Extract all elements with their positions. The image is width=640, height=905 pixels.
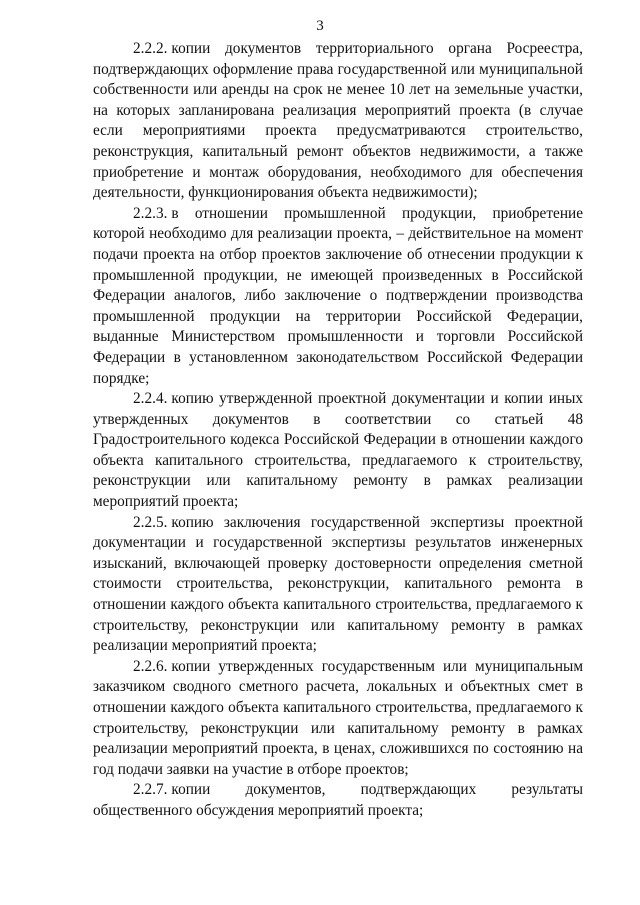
document-body [93,39,583,822]
paragraph-text: копию заключения государственной экспертизы проектной документации и государственной экспертизы результатов инженерных изысканий, включающей проверку достоверности определения сметной стоимости строительства, реконструкции, капитального ремонта в отношении каждого объекта капитального строительства, предлагаемого к строительству, реконструкции или капитальному ремонту в рамках реализации мероприятий проекта; [93,513,583,655]
paragraph-number: 2.2.7. [133,781,168,799]
paragraph-2-2-7 [93,780,583,821]
paragraph-2-2-3 [93,204,583,389]
paragraph-text: копию утвержденной проектной документации и копии иных утвержденных документов в соответствии со статьей 48 Градостроительного кодекса Российской Федерации в отношении каждого объекта капитального строительства, предлагаемого к строительству, реконструкции или капитальному ремонту в рамках реализации мероприятий проекта; [93,390,583,511]
page-number: 3 [316,18,324,34]
paragraph-number: 2.2.2. [133,40,168,57]
paragraph-number: 2.2.6. [133,657,168,675]
paragraph-text: копии документов, подтверждающих результаты общественного обсуждения мероприятий проекта; [93,781,583,819]
paragraph-2-2-5 [93,513,583,657]
paragraph-2-2-6 [93,657,583,781]
paragraph-number: 2.2.3. [133,204,168,222]
paragraph-text: копии документов территориального органа Росреестра, подтверждающих оформление права государственной или муниципальной собственности или аренды на срок не менее 10 лет на земельные участки, на которых запланирована реализация мероприятий проекта (в случае если мероприятиями проекта предусматриваются строительство, реконструкция, капитальный ремонт объектов недвижимости, а также приобретение и монтаж оборудования, необходимого для обеспечения деятельности, функционирования объекта недвижимости); [93,40,583,202]
paragraph-2-2-2 [93,39,583,204]
paragraph-2-2-4 [93,389,583,513]
paragraph-number: 2.2.5. [133,513,168,531]
paragraph-number: 2.2.4. [133,390,168,408]
paragraph-text: в отношении промышленной продукции, приобретение которой необходимо для реализации проекта, – действительное на момент подачи проекта на отбор проектов заключение об отнесении продукции к промышленной продукции, не имеющей произведенных в Российской Федерации аналогов, либо заключение о подтверждении производства промышленной продукции на территории Российской Федерации, выданные Министерством промышленности и торговли Российской Федерации в установленном законодательством Российской Федерации порядке; [93,204,583,387]
paragraph-text: копии утвержденных государственным или муниципальным заказчиком сводного сметного расчета, локальных и объектных смет в отношении каждого объекта капитального строительства, предлагаемого к строительству, реконструкции или капитальному ремонту в рамках реализации мероприятий проекта, в ценах, сложившихся по состоянию на год подачи заявки на участие в отборе проектов; [93,657,583,778]
